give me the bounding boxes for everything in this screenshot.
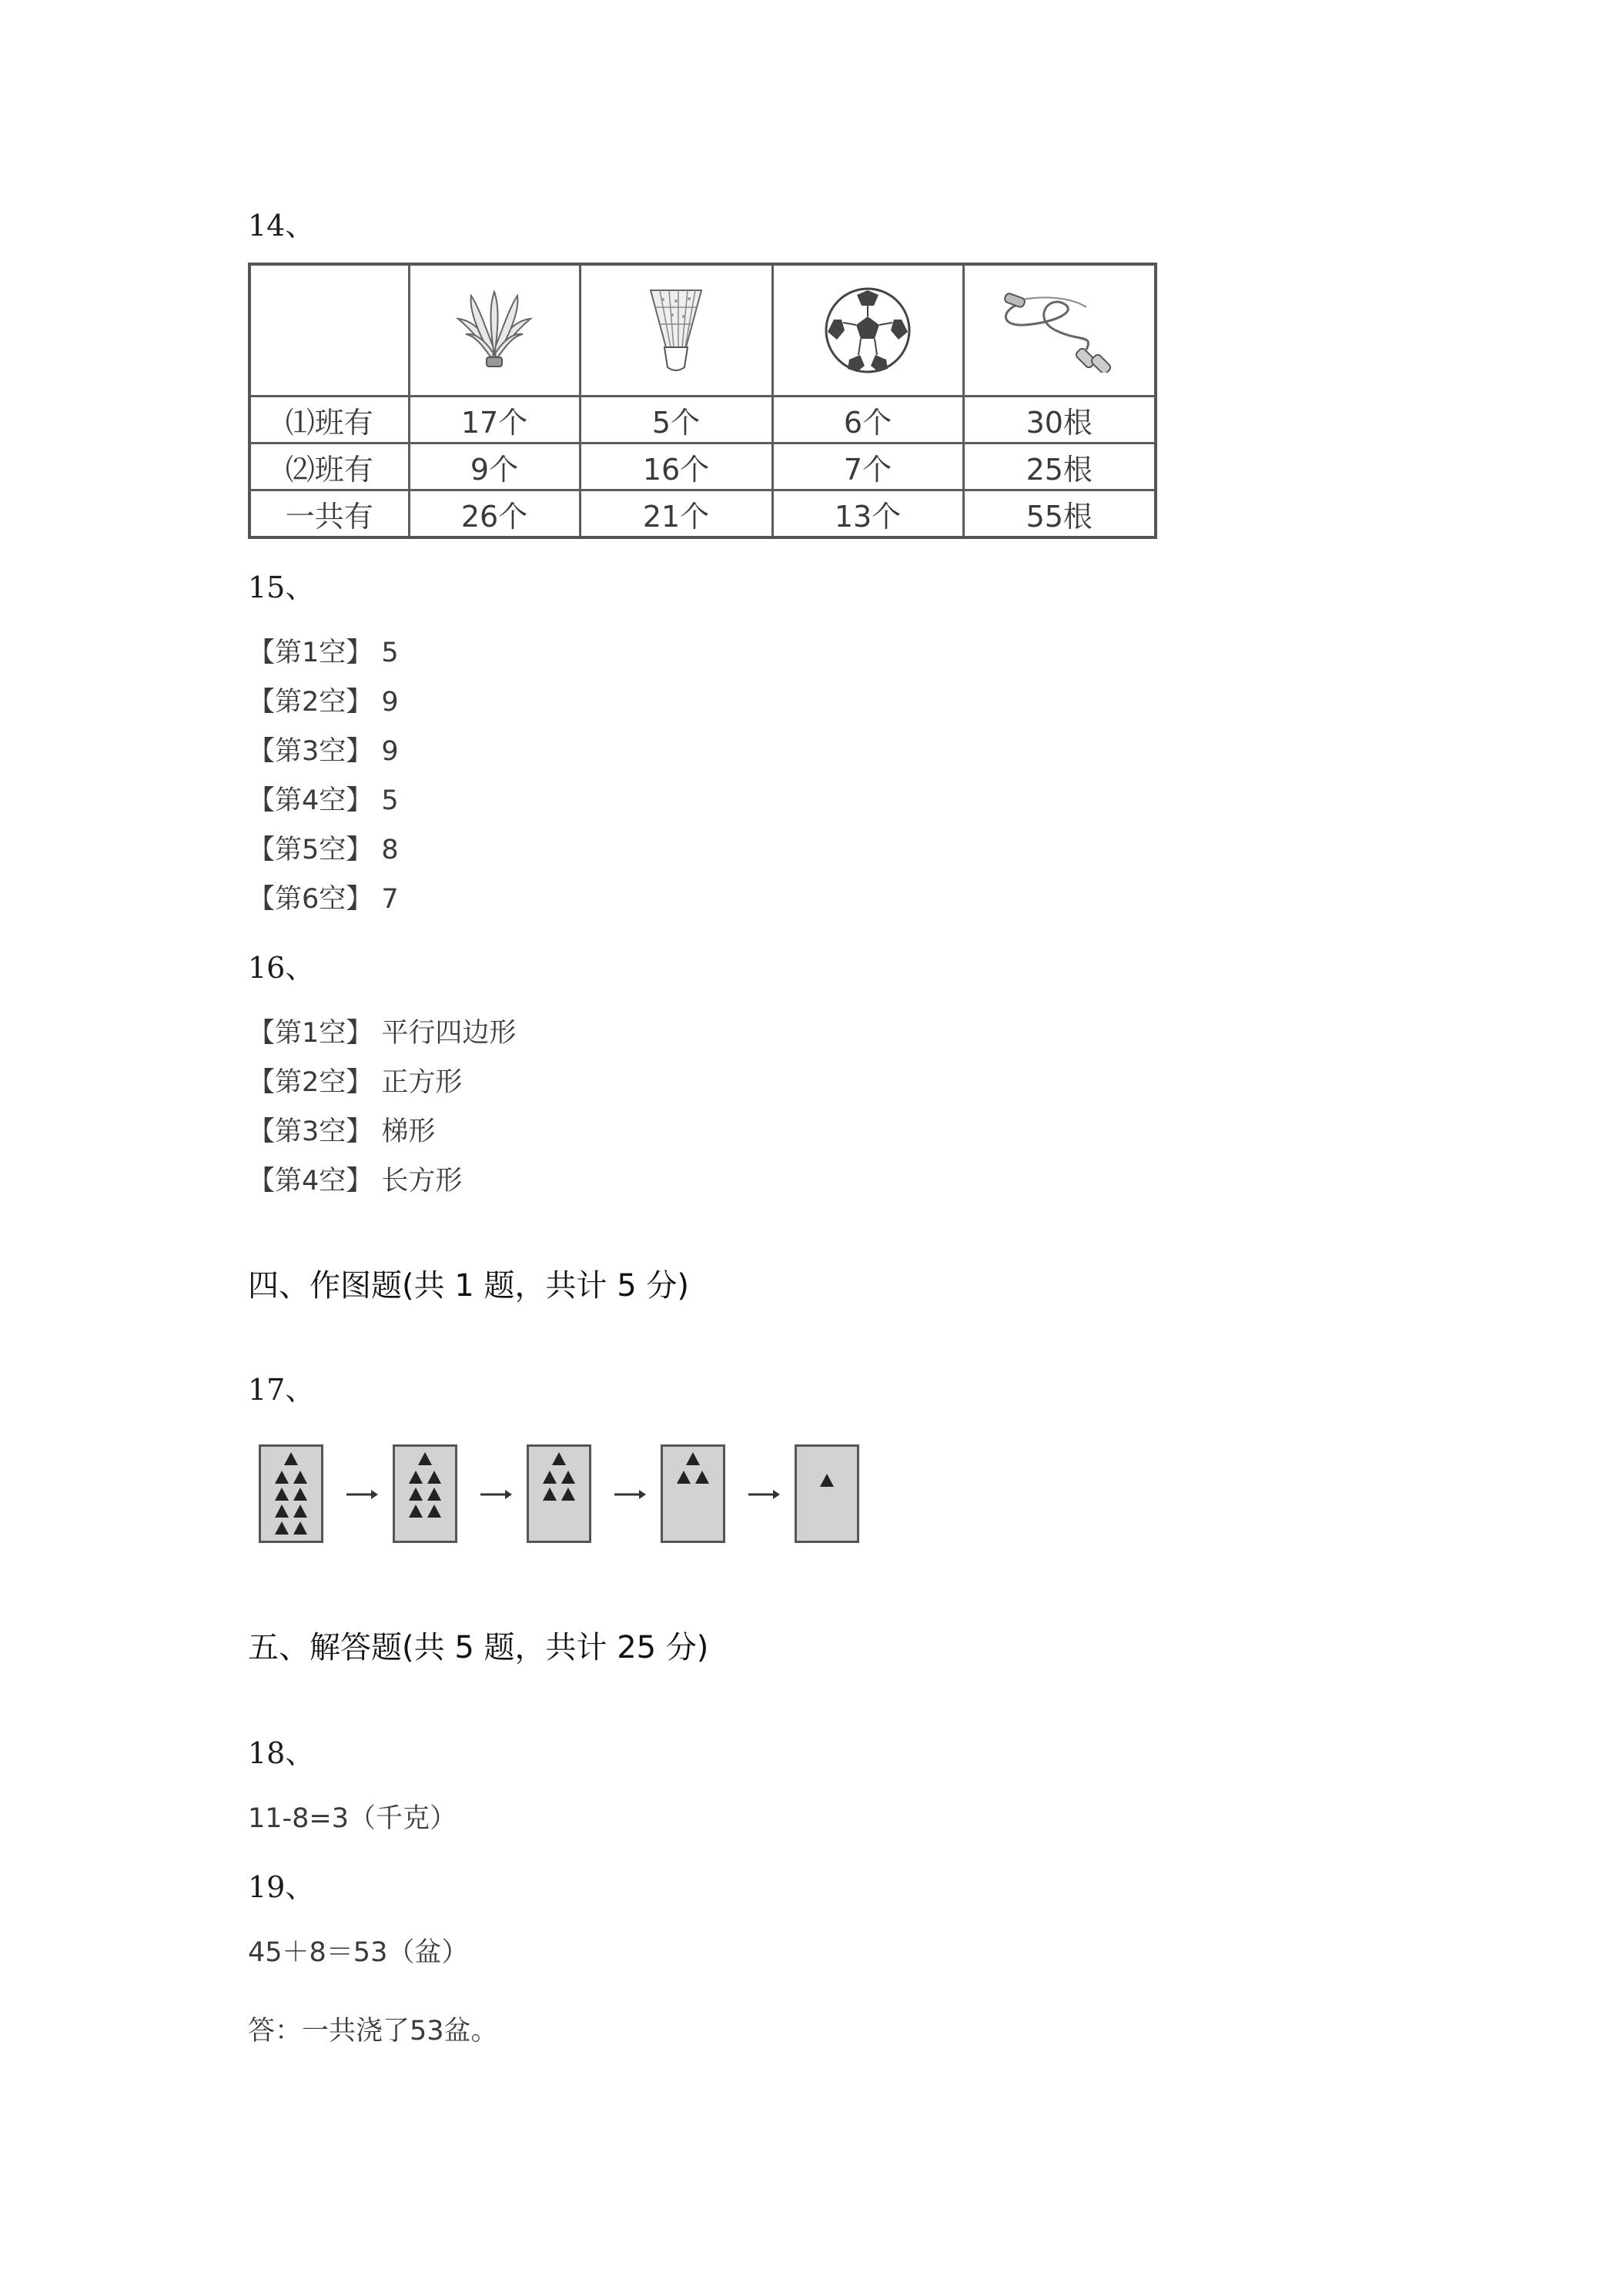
blank-answer [248, 1012, 516, 1050]
blank-value: 7 [381, 884, 399, 915]
triangle-mark [820, 1474, 834, 1487]
triangle-card [527, 1444, 591, 1543]
soccer-ball-icon [822, 284, 914, 377]
triangle-mark [543, 1488, 557, 1501]
table-header-cell [772, 264, 963, 397]
table-cell: 26个 [409, 490, 580, 538]
triangle-mark [409, 1488, 423, 1501]
blank-answer [248, 1160, 462, 1198]
triangle-mark [561, 1471, 575, 1484]
triangle-mark [409, 1504, 423, 1518]
triangle-card [661, 1444, 725, 1543]
blank-answer [248, 631, 399, 670]
table-row [249, 490, 1156, 538]
triangle-mark [293, 1521, 307, 1535]
table-cell: 16个 [580, 443, 772, 490]
right-arrow-icon [613, 1489, 647, 1500]
triangle-mark [427, 1488, 441, 1501]
section-heading-solve: 五、解答题(共 5 题，共计 25 分) [248, 1630, 709, 1665]
question-number-18: 18、 [248, 1736, 315, 1770]
table-row [249, 397, 1156, 443]
triangle-mark [695, 1471, 709, 1484]
right-arrow-icon [747, 1489, 781, 1500]
question-number-17: 17、 [248, 1373, 315, 1407]
triangle-mark [418, 1452, 432, 1465]
triangle-mark [561, 1488, 575, 1501]
triangle-group [529, 1447, 589, 1541]
triangle-mark [409, 1471, 423, 1484]
section-heading-drawing: 四、作图题(共 1 题，共计 5 分) [248, 1268, 689, 1304]
blank-answer [248, 681, 399, 719]
triangle-mark [677, 1471, 691, 1484]
empty-corner-cell [249, 264, 409, 397]
blank-value: 平行四边形 [381, 1018, 517, 1049]
blank-tag: 【第4空】 [248, 785, 373, 816]
blank-tag: 【第2空】 [248, 1067, 373, 1098]
row-label-cell: ⑴班有 [249, 397, 409, 443]
blank-tag: 【第3空】 [248, 1116, 373, 1147]
blank-tag: 【第2空】 [248, 687, 373, 718]
triangle-card [393, 1444, 457, 1543]
table-header-cell [409, 264, 580, 397]
right-arrow-icon [345, 1489, 379, 1500]
triangle-mark [275, 1521, 289, 1535]
blank-answer [248, 878, 399, 916]
triangle-mark [275, 1488, 289, 1501]
blank-tag: 【第5空】 [248, 835, 373, 865]
triangle-group [797, 1447, 857, 1541]
blank-value: 9 [381, 687, 399, 718]
table-cell: 6个 [772, 397, 963, 443]
triangle-mark [293, 1504, 307, 1518]
blank-tag: 【第3空】 [248, 736, 373, 767]
blank-value: 正方形 [381, 1067, 463, 1098]
answer-sentence: 答：一共浇了53盆。 [248, 2016, 498, 2047]
table-cell: 21个 [580, 490, 772, 538]
row-label-cell: ⑵班有 [249, 443, 409, 490]
triangle-card [795, 1444, 859, 1543]
table-row [249, 443, 1156, 490]
blank-value: 8 [381, 835, 399, 865]
right-arrow-icon [479, 1489, 513, 1500]
table-cell: 25根 [963, 443, 1156, 490]
question-number-14: 14、 [248, 209, 315, 243]
blank-value: 梯形 [381, 1116, 436, 1147]
table-header-row [249, 264, 1156, 397]
equation-text: 45＋8＝53（盆） [248, 1937, 469, 1968]
row-label-cell: 一共有 [249, 490, 409, 538]
jump-rope-icon [994, 288, 1125, 373]
triangle-mark [686, 1452, 700, 1465]
q14-sports-table [248, 263, 1157, 539]
table-cell: 7个 [772, 443, 963, 490]
table-cell: 13个 [772, 490, 963, 538]
blank-value: 5 [381, 638, 399, 668]
triangle-group [663, 1447, 723, 1541]
triangle-mark [427, 1504, 441, 1518]
blank-tag: 【第4空】 [248, 1166, 373, 1197]
blank-answer [248, 828, 399, 867]
table-cell: 9个 [409, 443, 580, 490]
triangle-mark [275, 1504, 289, 1518]
blank-answer [248, 730, 399, 768]
blank-value: 5 [381, 785, 399, 816]
triangle-mark [284, 1452, 298, 1465]
blank-answer [248, 1061, 462, 1099]
question-number-15: 15、 [248, 571, 315, 604]
triangle-card [259, 1444, 323, 1543]
triangle-mark [552, 1452, 566, 1465]
blank-tag: 【第6空】 [248, 884, 373, 915]
triangle-group [261, 1447, 321, 1541]
blank-tag: 【第1空】 [248, 638, 373, 668]
blank-tag: 【第1空】 [248, 1018, 373, 1049]
equation-text: 11-8=3（千克） [248, 1803, 457, 1834]
shuttlecock-feather-icon [452, 288, 537, 373]
blank-answer [248, 779, 399, 818]
triangle-mark [275, 1471, 289, 1484]
blank-value: 9 [381, 736, 399, 767]
table-cell: 55根 [963, 490, 1156, 538]
badminton-shuttlecock-icon [641, 284, 711, 377]
table-cell: 30根 [963, 397, 1156, 443]
table-header-cell [580, 264, 772, 397]
blank-answer [248, 1110, 435, 1149]
table-cell: 5个 [580, 397, 772, 443]
table-header-cell [963, 264, 1156, 397]
triangle-mark [293, 1488, 307, 1501]
triangle-mark [293, 1471, 307, 1484]
question-number-19: 19、 [248, 1870, 315, 1904]
triangle-mark [543, 1471, 557, 1484]
triangle-group [395, 1447, 455, 1541]
table-cell: 17个 [409, 397, 580, 443]
question-number-16: 16、 [248, 951, 315, 985]
blank-value: 长方形 [381, 1166, 463, 1197]
triangle-mark [427, 1471, 441, 1484]
